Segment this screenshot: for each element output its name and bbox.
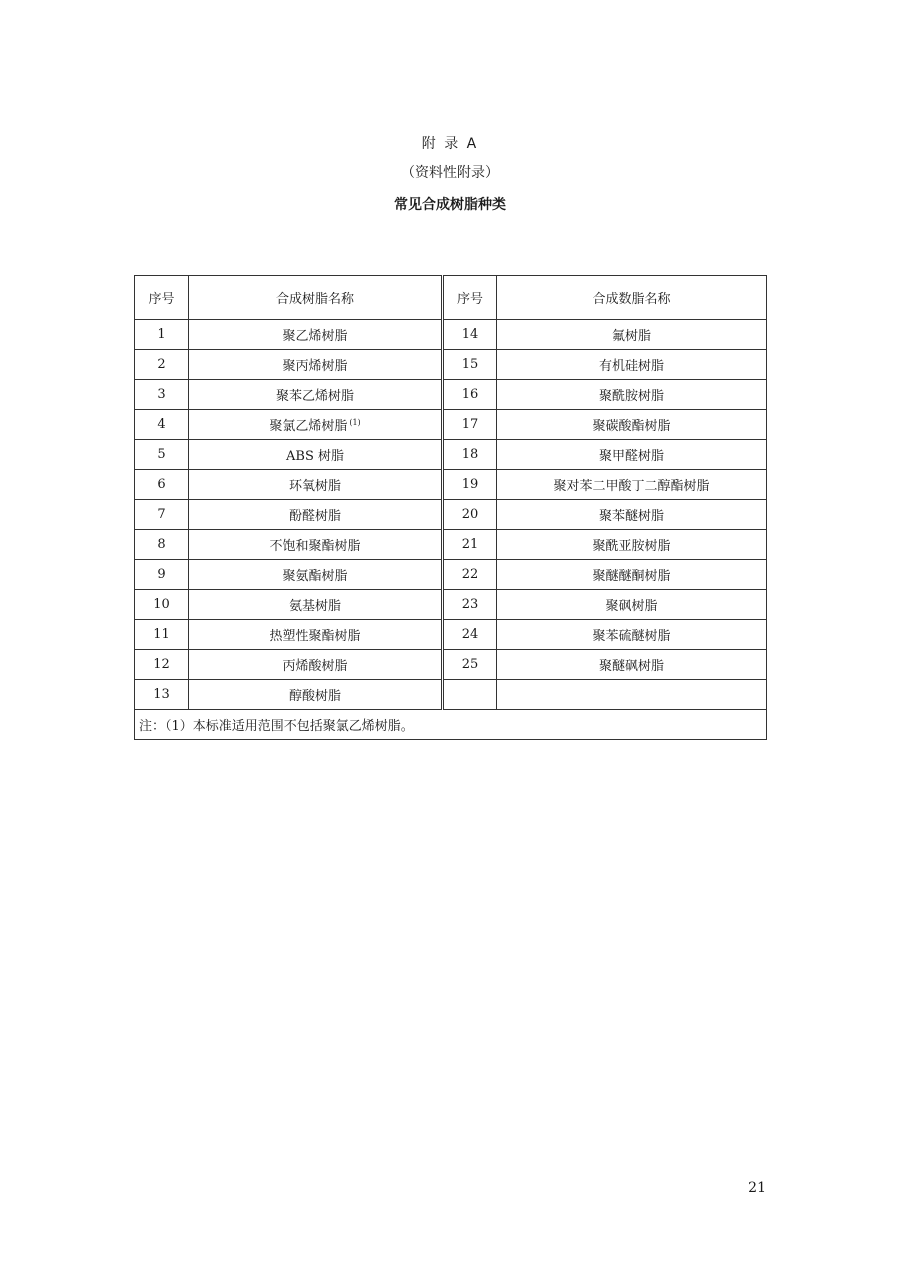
appendix-title: 常见合成树脂种类: [394, 197, 506, 213]
left-no-header: 序号: [135, 276, 189, 320]
left-name-cell: [189, 500, 443, 530]
left-name-text: 醇酸树脂: [288, 689, 341, 704]
left-name-text: 环氧树脂: [288, 479, 341, 494]
table-row: [135, 500, 767, 530]
left-name-cell: [189, 590, 443, 620]
left-name-cell: [189, 410, 443, 440]
page-number: 21: [748, 1180, 766, 1196]
left-name-cell: [189, 620, 443, 650]
left-name-text: 聚氯乙烯树脂: [269, 419, 348, 434]
appendix-label: 附 录 A: [421, 136, 479, 152]
right-no-cell: 15: [443, 350, 497, 380]
footnote-marker: (1): [349, 418, 361, 427]
table-row: [135, 530, 767, 560]
left-name-cell: [189, 650, 443, 680]
left-no-cell: 5: [135, 440, 189, 470]
table-row: [135, 680, 767, 710]
table-row: [135, 410, 767, 440]
left-no-cell: 9: [135, 560, 189, 590]
left-no-cell: 3: [135, 380, 189, 410]
left-no-cell: 1: [135, 320, 189, 350]
left-name-text: 聚苯乙烯树脂: [275, 389, 354, 404]
table-row: [135, 380, 767, 410]
right-name-cell: 氟树脂: [497, 320, 767, 350]
left-name-text: 热塑性聚酯树脂: [269, 629, 361, 644]
left-no-cell: 8: [135, 530, 189, 560]
table-row: [135, 620, 767, 650]
table-row: [135, 590, 767, 620]
left-name-text: 聚丙烯树脂: [282, 359, 348, 374]
left-no-cell: 13: [135, 680, 189, 710]
right-no-cell: 24: [443, 620, 497, 650]
right-no-cell: 23: [443, 590, 497, 620]
right-no-cell: 16: [443, 380, 497, 410]
left-name-header: 合成树脂名称: [189, 276, 443, 320]
table-row: [135, 350, 767, 380]
table-header-row: [135, 276, 767, 320]
left-name-cell: [189, 320, 443, 350]
right-name-cell: 聚苯硫醚树脂: [497, 620, 767, 650]
left-name-text: 氨基树脂: [288, 599, 341, 614]
right-name-cell: 聚甲醛树脂: [497, 440, 767, 470]
right-no-header: 序号: [443, 276, 497, 320]
right-no-cell: 22: [443, 560, 497, 590]
left-no-cell: 11: [135, 620, 189, 650]
table-row: [135, 320, 767, 350]
right-no-cell: 18: [443, 440, 497, 470]
table-note: 注：（1）本标准适用范围不包括聚氯乙烯树脂。: [135, 710, 767, 740]
left-no-cell: 6: [135, 470, 189, 500]
left-no-cell: 2: [135, 350, 189, 380]
right-no-cell: 14: [443, 320, 497, 350]
right-name-cell: 聚酰亚胺树脂: [497, 530, 767, 560]
left-name-text: 丙烯酸树脂: [282, 659, 348, 674]
table-row: [135, 470, 767, 500]
right-no-cell: 21: [443, 530, 497, 560]
right-name-cell: 聚对苯二甲酸丁二醇酯树脂: [497, 470, 767, 500]
right-name-cell: 聚醚砜树脂: [497, 650, 767, 680]
left-name-cell: [189, 530, 443, 560]
left-name-text: 不饱和聚酯树脂: [269, 539, 361, 554]
right-name-cell: [497, 680, 767, 710]
left-no-cell: 7: [135, 500, 189, 530]
right-name-cell: 聚酰胺树脂: [497, 380, 767, 410]
left-no-cell: 10: [135, 590, 189, 620]
left-no-cell: 12: [135, 650, 189, 680]
left-name-cell: [189, 560, 443, 590]
left-no-cell: 4: [135, 410, 189, 440]
left-name-text: ABS 树脂: [286, 449, 344, 464]
left-name-cell: [189, 470, 443, 500]
table-row: [135, 560, 767, 590]
right-name-cell: 聚苯醚树脂: [497, 500, 767, 530]
table-note-row: [135, 710, 767, 740]
left-name-cell: [189, 680, 443, 710]
right-name-cell: 聚砜树脂: [497, 590, 767, 620]
right-no-cell: 19: [443, 470, 497, 500]
left-name-cell: [189, 380, 443, 410]
right-no-cell: 20: [443, 500, 497, 530]
right-name-header: 合成数脂名称: [497, 276, 767, 320]
left-name-text: 聚氨酯树脂: [282, 569, 348, 584]
left-name-cell: [189, 440, 443, 470]
right-name-cell: 聚碳酸酯树脂: [497, 410, 767, 440]
right-name-cell: 聚醚醚酮树脂: [497, 560, 767, 590]
right-no-cell: 17: [443, 410, 497, 440]
right-name-cell: 有机硅树脂: [497, 350, 767, 380]
left-name-text: 聚乙烯树脂: [282, 329, 348, 344]
left-name-text: 酚醛树脂: [288, 509, 341, 524]
resin-table-body: [135, 276, 767, 740]
appendix-type: （资料性附录）: [401, 165, 499, 181]
left-name-cell: [189, 350, 443, 380]
table-row: [135, 440, 767, 470]
right-no-cell: [443, 680, 497, 710]
right-no-cell: 25: [443, 650, 497, 680]
resin-table: [134, 275, 767, 740]
table-row: [135, 650, 767, 680]
